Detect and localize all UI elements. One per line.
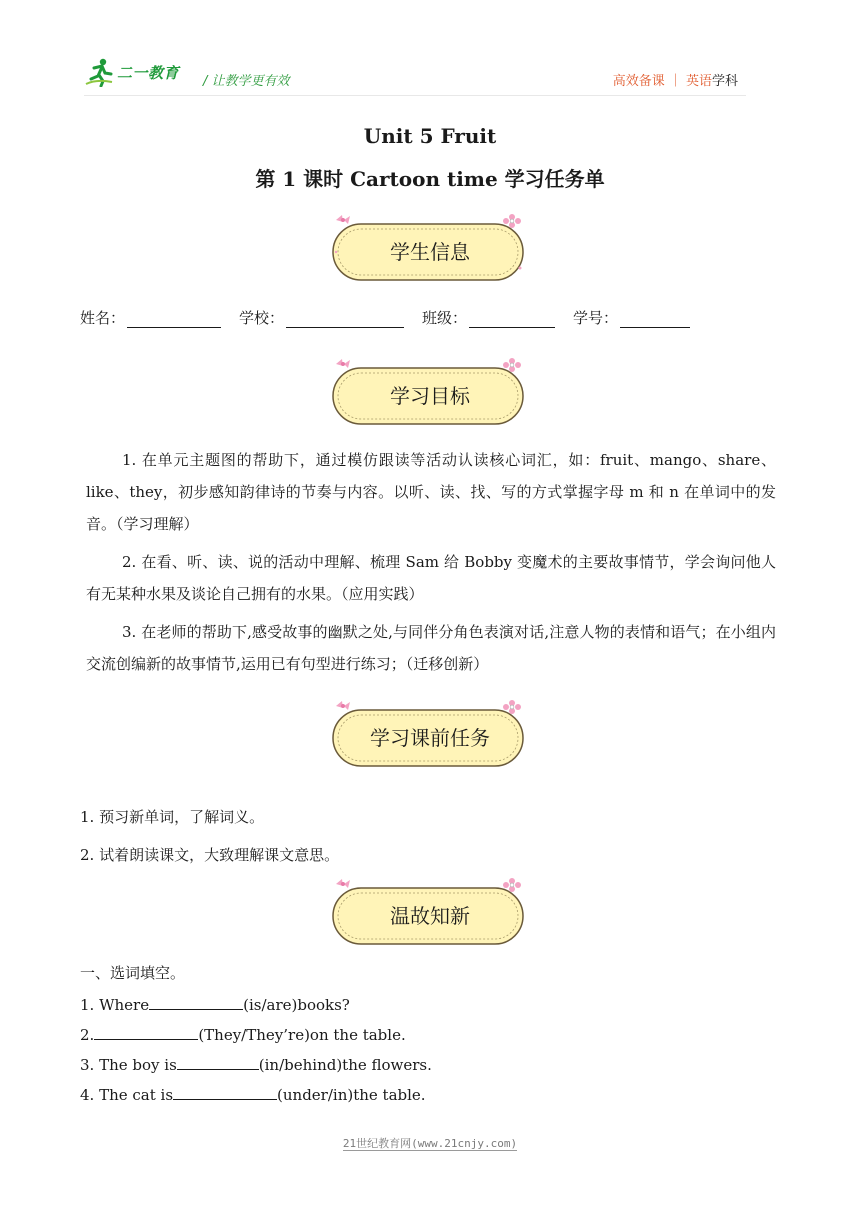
header-subject [613,70,738,89]
review-item-post: (in/behind)the flowers. [258,1056,432,1074]
answer-blank[interactable] [177,1053,259,1070]
brand-logo[interactable] [84,56,179,88]
id-blank[interactable] [620,311,690,328]
review-item-post: (is/are)books? [243,996,350,1014]
student-info-row [80,307,690,328]
bow-decoration-icon [336,359,350,368]
bow-decoration-icon [336,879,350,888]
runner-logo-icon [84,57,114,87]
name-label: 姓名： [80,309,126,327]
review-item-1 [80,993,350,1014]
review-item-3 [80,1053,432,1074]
review-item-pre: 3. The boy is [80,1056,177,1074]
class-blank[interactable] [469,311,555,328]
review-item-2 [80,1023,406,1044]
school-blank[interactable] [286,311,404,328]
class-field[interactable] [422,307,555,328]
answer-blank[interactable] [94,1023,198,1040]
class-label: 班级： [422,309,468,327]
objective-3: 3. 在老师的帮助下,感受故事的幽默之处,与同伴分角色表演对话,注意人物的表情和语气；在小组内交流创编新的故事情节,运用已有句型进行练习；（迁移创新） [86,623,776,673]
banner-objectives [330,352,530,432]
review-item-post: (They/They’re)on the table. [198,1026,406,1044]
pre-task-1: 1. 预习新单词，了解词义。 [80,808,265,826]
review-item-pre: 4. The cat is [80,1086,174,1104]
objective-1: 1. 在单元主题图的帮助下，通过模仿跟读等活动认读核心词汇，如：fruit、mango、share、like、they，初步感知韵律诗的节奏与内容。以听、读、找、写的方式掌握字母 m 和 n 在单词中的发音。（学习理解） [86,451,776,533]
review-item-post: (under/in)the table. [277,1086,426,1104]
bow-decoration-icon [336,701,350,710]
review-item-4 [80,1083,426,1104]
review-item-pre: 2. [80,1026,95,1044]
objective-2: 2. 在看、听、读、说的活动中理解、梳理 Sam 给 Bobby 变魔术的主要故事情节，学会询问他人有无某种水果及谈论自己拥有的水果。（应用实践） [86,553,776,603]
bow-decoration-icon [336,215,350,224]
pre-task-2: 2. 试着朗读课文，大致理解课文意思。 [80,846,340,864]
banner-label: 温故知新 [390,904,470,928]
banner-student-info [330,208,530,288]
banner-review [330,872,530,952]
banner-label: 学生信息 [390,240,470,264]
banner-label: 学习目标 [390,384,470,408]
name-blank[interactable] [127,311,221,328]
id-label: 学号： [573,309,619,327]
unit-title: Unit 5 Fruit [363,124,497,148]
lesson-title: 第 1 课时 Cartoon time 学习任务单 [255,167,605,191]
answer-blank[interactable] [173,1083,277,1100]
name-field[interactable] [80,307,221,328]
page-header [0,0,860,100]
footer-link[interactable]: 21世纪教育网(www.21cnjy.com) [342,1137,518,1150]
school-field[interactable] [239,307,404,328]
school-label: 学校： [239,309,285,327]
header-subject-main: 高效备课 ｜ 英语 [612,74,712,89]
header-subject-sub: 学科 [711,74,738,89]
review-item-pre: 1. Where [80,996,150,1014]
page-footer [0,1135,860,1151]
id-field[interactable] [573,307,690,328]
slogan: / 让教学更有效 [203,74,290,89]
logo-text: 二一教育 [117,63,180,82]
banner-pre-tasks [330,694,530,774]
header-divider [84,95,746,96]
banner-label: 学习课前任务 [370,726,490,750]
answer-blank[interactable] [149,993,243,1010]
review-heading: 一、选词填空。 [80,964,186,982]
